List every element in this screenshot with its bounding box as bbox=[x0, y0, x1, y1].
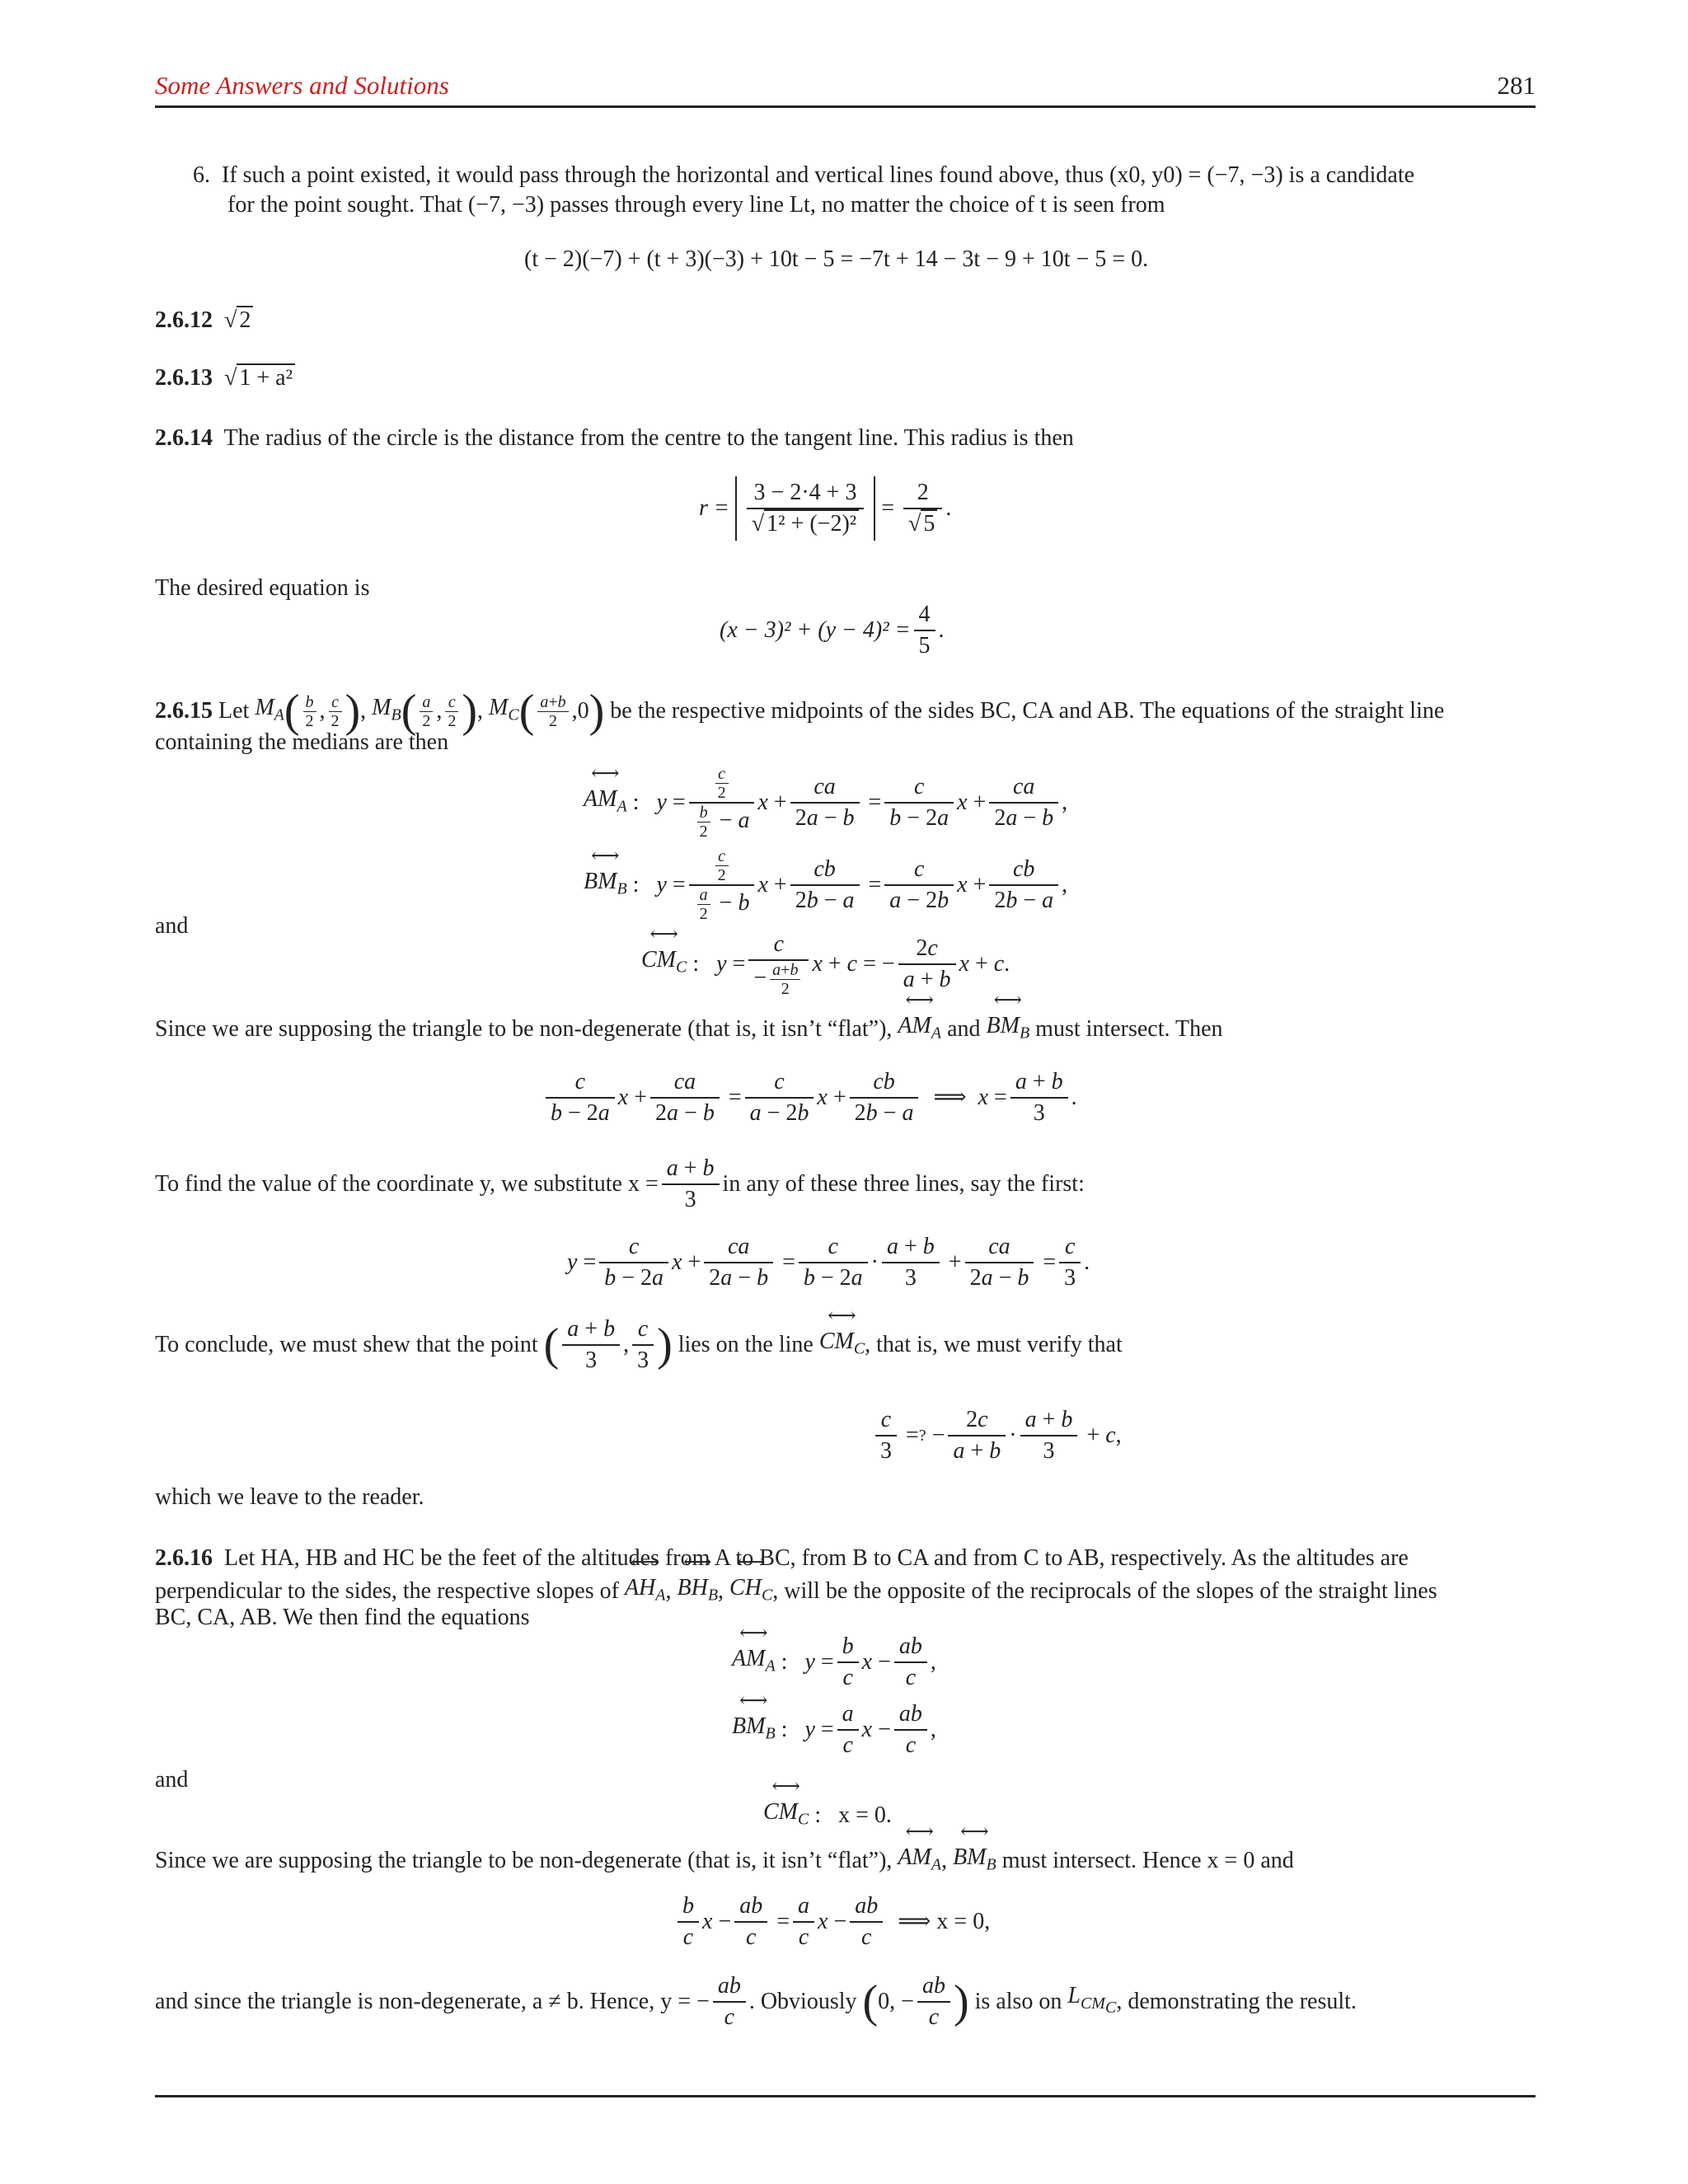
conclude-text: To conclude, we must shew that the point ( $\frac{a + b}{3}$ , $\frac{c}{3}$ ) lies on the line ⟷ $CM_C$ , that is, we must verify that bbox=[155, 1315, 1123, 1376]
header-rule bbox=[155, 105, 1536, 108]
footer-rule bbox=[155, 2095, 1536, 2097]
altitude-bmb-equation: ⟷ $BM_B$ : y = $\frac{a}{c}$ x − $\frac{ab}{c}$ , bbox=[732, 1699, 936, 1760]
solution-2616-line2: perpendicular to the sides, the respective slopes of ⟷ $AH_A$ , ⟷ $BH_B$ , ⟷ $CH_C$ , will be the opposite of the reciprocals of the slopes of the straight lines bbox=[155, 1574, 1437, 1610]
solution-label: 2.6.14 bbox=[155, 425, 213, 451]
medians-intro-line2: containing the medians are then bbox=[155, 729, 449, 755]
intersection-equation: $\frac{c}{b - 2a}$ x + $\frac{ca}{2a - b}$ = $\frac{c}{a - 2b}$ x + $\frac{cb}{2b - a}$ ⟹ x = $\frac{a + b}{3}$ . bbox=[542, 1067, 1077, 1128]
page-number: 281 bbox=[1497, 71, 1536, 100]
and-text: and bbox=[155, 1767, 189, 1793]
solution-2612: 2.6.12 √ 2 bbox=[155, 307, 253, 335]
verify-equation: $\frac{c}{3}$ = ? − $\frac{2c}{a + b}$ · $\frac{a + b}{3}$ + c , bbox=[872, 1405, 1122, 1466]
sqrt-answer: 1 + a² bbox=[237, 363, 295, 391]
circle-equation: (x − 3)² + (y − 4)² = $\frac{4}{5}$ . bbox=[720, 602, 945, 658]
leave-to-reader: which we leave to the reader. bbox=[155, 1484, 424, 1510]
item6-line2: for the point sought. That (−7, −3) passes through every line Lt, no matter the choice of t is seen from bbox=[227, 192, 1165, 218]
solution-2615-intro: 2.6.15 Let $M_A$ ( $\frac{b}{2}$ , $\frac{c}{2}$ ) , $M_B$ ( $\frac{a}{2}$ , $\frac{c}{2}$ ) , $M_C$ ( $\frac{a+b}{2}$ ,0 ) be the respective midpoints of the sides BC, CA and AB. The equations of the straight line bbox=[155, 686, 1445, 737]
final-statement: and since the triangle is non-degenerate, a ≠ b. Hence, y = − $\frac{ab}{c}$ . Obviously ( 0, − $\frac{ab}{c}$ ) is also on $L_{CM_C}$ , demonstrating the result. bbox=[155, 1973, 1357, 2030]
x-zero-equation: $\frac{b}{c}$ x − $\frac{ab}{c}$ = $\frac{a}{c}$ x − $\frac{ab}{c}$ ⟹ x = 0, bbox=[674, 1891, 990, 1952]
sqrt-answer: 2 bbox=[237, 306, 253, 333]
solution-label: 2.6.13 bbox=[155, 365, 213, 391]
page bbox=[155, 0, 1536, 2184]
solution-2614-intro: 2.6.14 The radius of the circle is the distance from the centre to the tangent line. This radius is then bbox=[155, 425, 1074, 451]
item6-equation: (t − 2)(−7) + (t + 3)(−3) + 10t − 5 = −7t + 14 − 3t − 9 + 10t − 5 = 0. bbox=[524, 246, 1149, 272]
solution-2616-line3: BC, CA, AB. We then find the equations bbox=[155, 1605, 530, 1630]
median-bmb-equation: ⟷ $BM_B$ : y = $\frac{c}{2}$ $\frac{a}{2}$ − b x + $\frac{cb}{2b - a}$ = $\frac{c}{a - 2b}$ x + $\frac{cb}{2b - a}$ , bbox=[584, 847, 1067, 923]
desired-equation-text: The desired equation is bbox=[155, 575, 370, 601]
altitude-cmc-equation: ⟷ $CM_C$ : x = 0. bbox=[763, 1798, 892, 1834]
header-title: Some Answers and Solutions bbox=[155, 71, 449, 100]
median-ama-equation: ⟷ $AM_A$ : y = $\frac{c}{2}$ $\frac{b}{2}$ − a x + $\frac{ca}{2a - b}$ = $\frac{c}{b - 2a}$ x + $\frac{ca}{2a - b}$ , bbox=[584, 765, 1067, 841]
altitude-ama-equation: ⟷ $AM_A$ : y = $\frac{b}{c}$ x − $\frac{ab}{c}$ , bbox=[732, 1632, 936, 1693]
item6-line1: 6. If such a point existed, it would pass through the horizontal and vertical lines found above, thus (x0, y0) = (−7, −3) is a candidate bbox=[193, 162, 1415, 188]
median-cmc-equation: ⟷ $CM_C$ : y = c − $\frac{a+b}{2}$ x + c = − $\frac{2c}{a + b}$ x + c . bbox=[641, 930, 1010, 998]
solution-2613: 2.6.13 √ 1 + a² bbox=[155, 364, 295, 392]
medians-intersect-text: Since we are supposing the triangle to be non-degenerate (that is, it isn’t “flat”), ⟷ $AM_A$ and ⟷ $BM_B$ must intersect. Then bbox=[155, 1012, 1223, 1047]
and-text: and bbox=[155, 913, 189, 939]
y-value-equation: y = $\frac{c}{b - 2a}$ x + $\frac{ca}{2a - b}$ = $\frac{c}{b - 2a}$ · $\frac{a + b}{3}$ + $\frac{ca}{2a - b}$ = $\frac{c}{3}$ . bbox=[567, 1234, 1090, 1291]
solution-label: 2.6.12 bbox=[155, 307, 213, 333]
solution-2616-line1: 2.6.16 Let HA, HB and HC be the feet of the altitudes from A to BC, from B to CA and from C to AB, respectively. As the altitudes are bbox=[155, 1545, 1409, 1571]
find-y-text: To find the value of the coordinate y, we substitute x = $\frac{a + b}{3}$ in any of these three lines, say the first: bbox=[155, 1155, 1085, 1212]
altitudes-intersect-text: Since we are supposing the triangle to be non-degenerate (that is, it isn’t “flat”), ⟷ $AM_A$ , ⟷ $BM_B$ must intersect. Hence x = 0 and bbox=[155, 1844, 1294, 1879]
radius-equation: r = $\frac{3 - 2\cdot 4 + 3}{\text{√ 1² + (−2)²}}$ = $\frac{2}{√ 5}$ . bbox=[699, 476, 951, 541]
running-header bbox=[155, 71, 1536, 104]
